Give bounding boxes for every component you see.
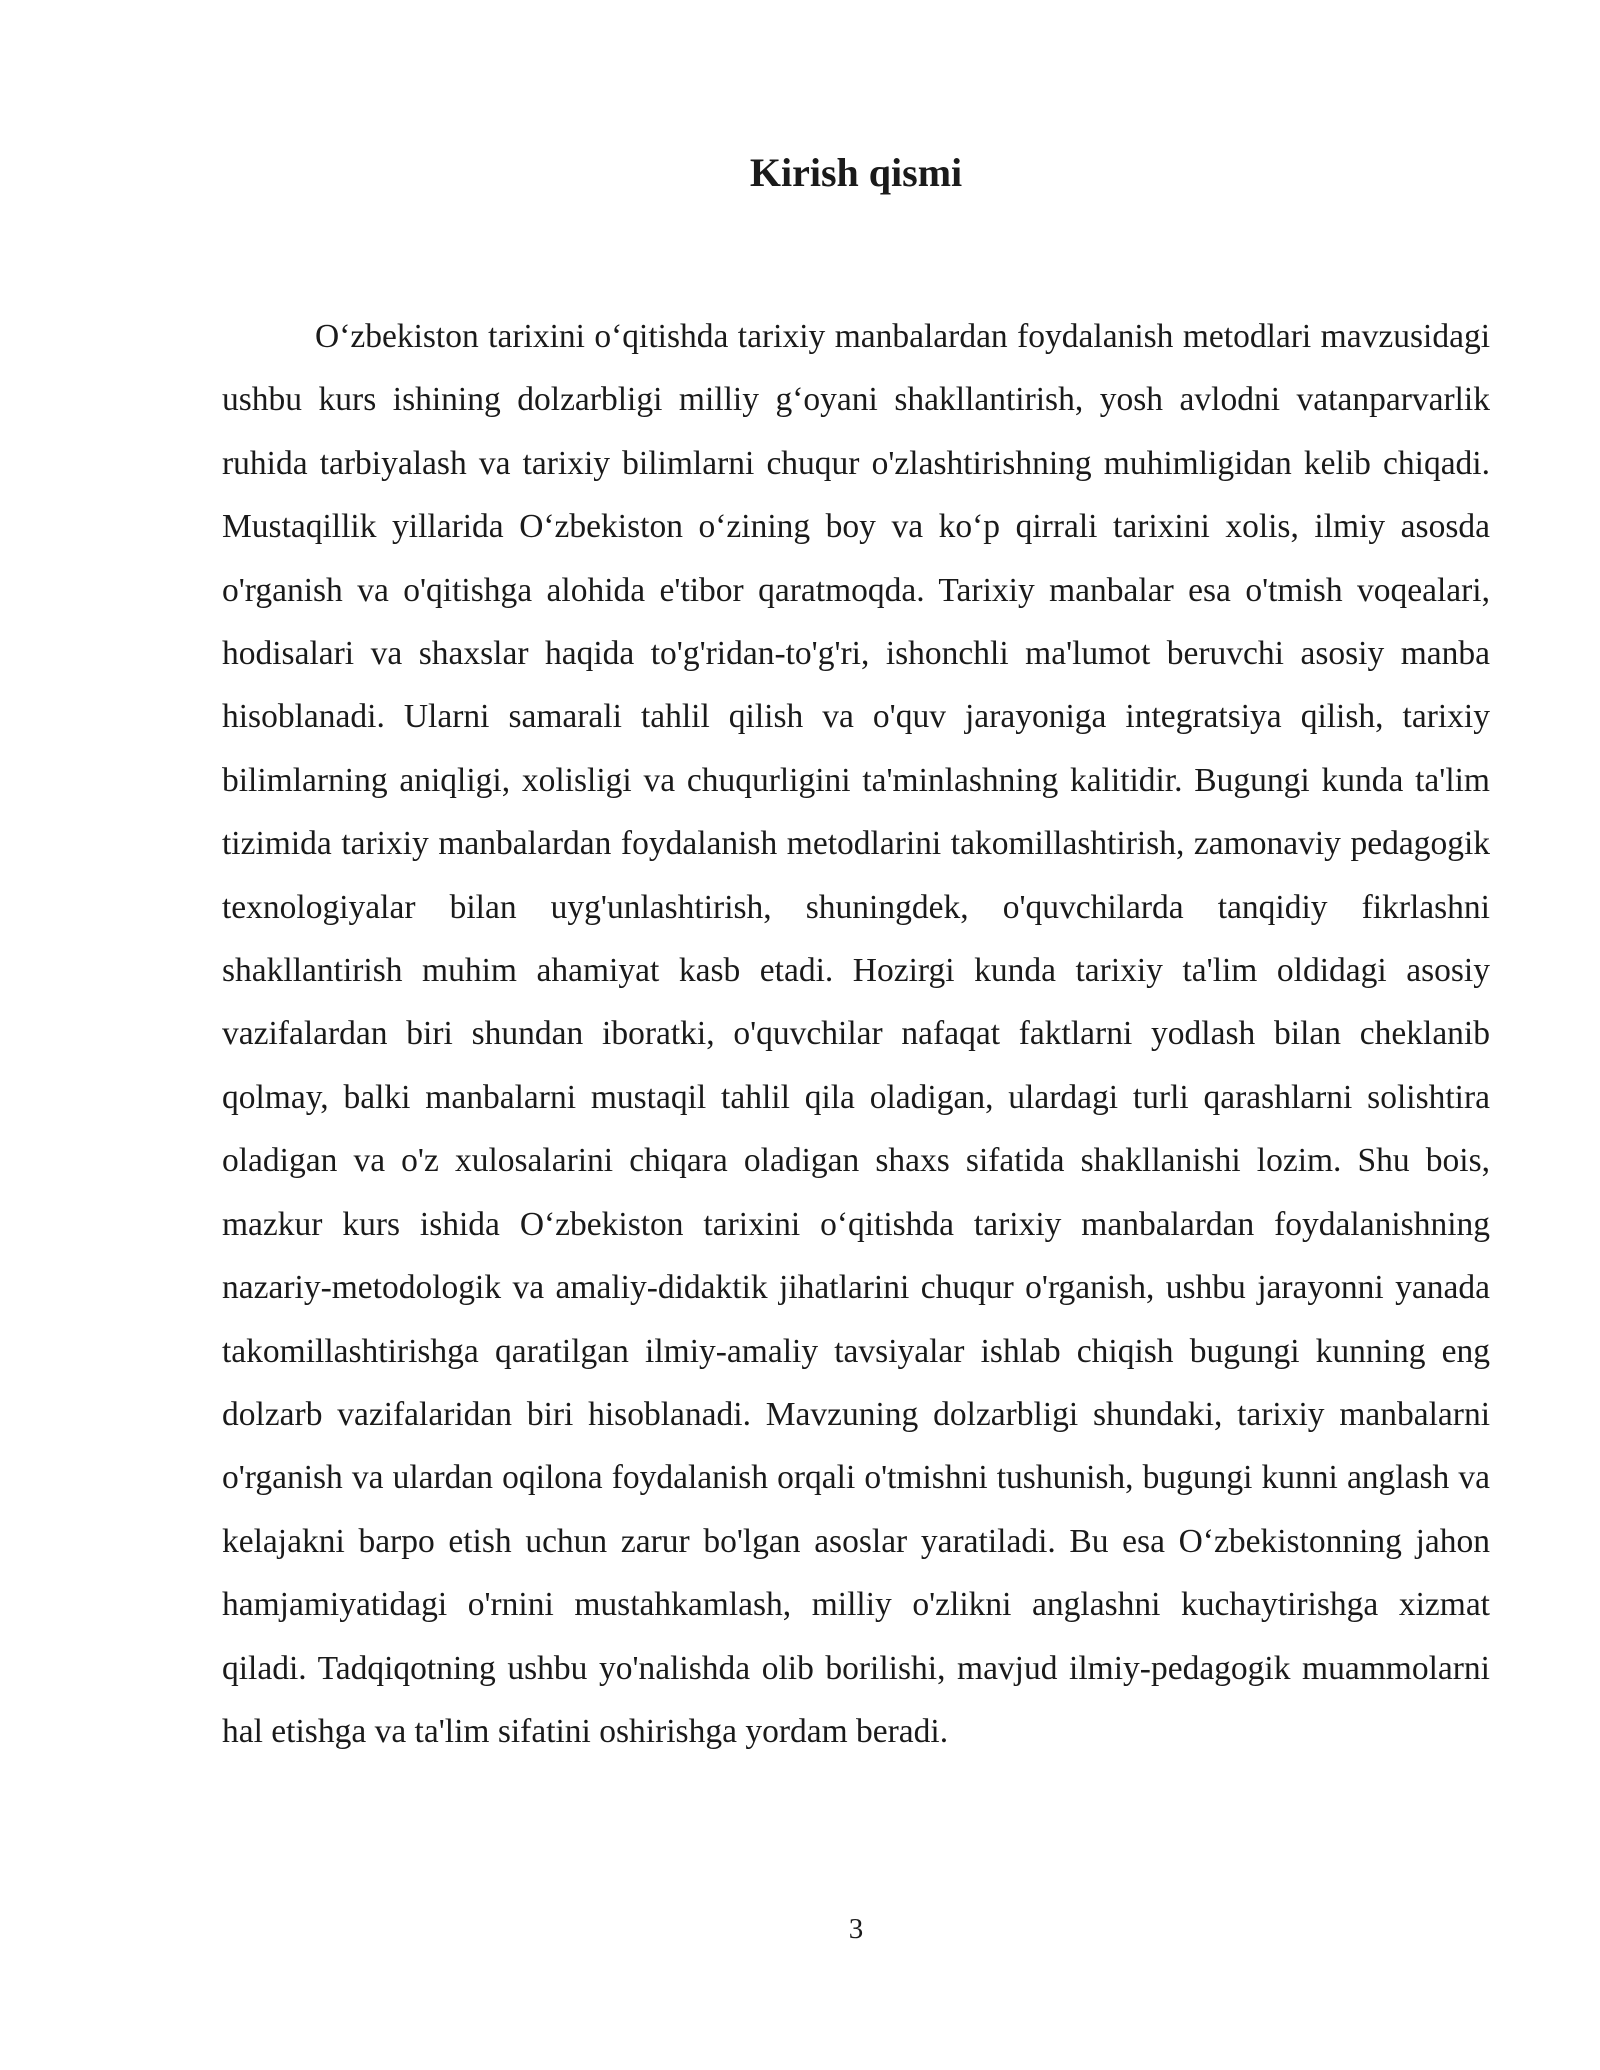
body-paragraph: O‘zbekiston tarixini o‘qitishda tarixiy manbalardan foydalanish metodlari mavzusidagi ushbu kurs ishining dolzarbligi milliy g‘oyani shakllantirish, yosh avlodni vatanparvarlik ruhida tarbiyalash va tarixiy bilimlarni chuqur o'zlashtirishning muhimligidan kelib chiqadi. Mustaqillik yillarida O‘zbekiston o‘zining boy va ko‘p qirrali tarixini xolis, ilmiy asosda o'rganish va o'qitishga alohida e'tibor qaratmoqda. Tarixiy manbalar esa o'tmish voqealari, hodisalari va shaxslar haqida to'g'ridan-to'g'ri, ishonchli ma'lumot beruvchi asosiy manba hisoblanadi. Ularni samarali tahlil qilish va o'quv jarayoniga integratsiya qilish, tarixiy bilimlarning aniqligi, xolisligi va chuqurligini ta'minlashning kalitidir. Bugungi kunda ta'lim tizimida tarixiy manbalardan foydalanish metodlarini takomillashtirish, zamonaviy pedagogik texnologiyalar bilan uyg'unlashtirish, shuningdek, o'quvchilarda tanqidiy fikrlashni shakllantirish muhim ahamiyat kasb etadi. Hozirgi kunda tarixiy ta'lim oldidagi asosiy vazifalardan biri shundan iboratki, o'quvchilar nafaqat faktlarni yodlash bilan cheklanib qolmay, balki manbalarni mustaqil tahlil qila oladigan, ulardagi turli qarashlarni solishtira oladigan va o'z xulosalarini chiqara oladigan shaxs sifatida shakllanishi lozim. Shu bois, mazkur kurs ishida O‘zbekiston tarixini o‘qitishda tarixiy manbalardan foydalanishning nazariy-metodologik va amaliy-didaktik jihatlarini chuqur o'rganish, ushbu jarayonni yanada takomillashtirishga qaratilgan ilmiy-amaliy tavsiyalar ishlab chiqish bugungi kunning eng dolzarb vazifalaridan biri hisoblanadi. Mavzuning dolzarbligi shundaki, tarixiy manbalarni o'rganish va ulardan oqilona foydalanish orqali o'tmishni tushunish, bugungi kunni anglash va kelajakni barpo etish uchun zarur bo'lgan asoslar yaratiladi. Bu esa O‘zbekistonning jahon hamjamiyatidagi o'rnini mustahkamlash, milliy o'zlikni anglashni kuchaytirishga xizmat qiladi. Tadqiqotning ushbu yo'nalishda olib borilishi, mavjud ilmiy-pedagogik muammolarni hal etishga va ta'lim sifatini oshirishga yordam beradi. — [222, 318, 1490, 1750]
page-title: Kirish qismi — [749, 150, 963, 195]
page-number: 3 — [848, 1913, 864, 1945]
